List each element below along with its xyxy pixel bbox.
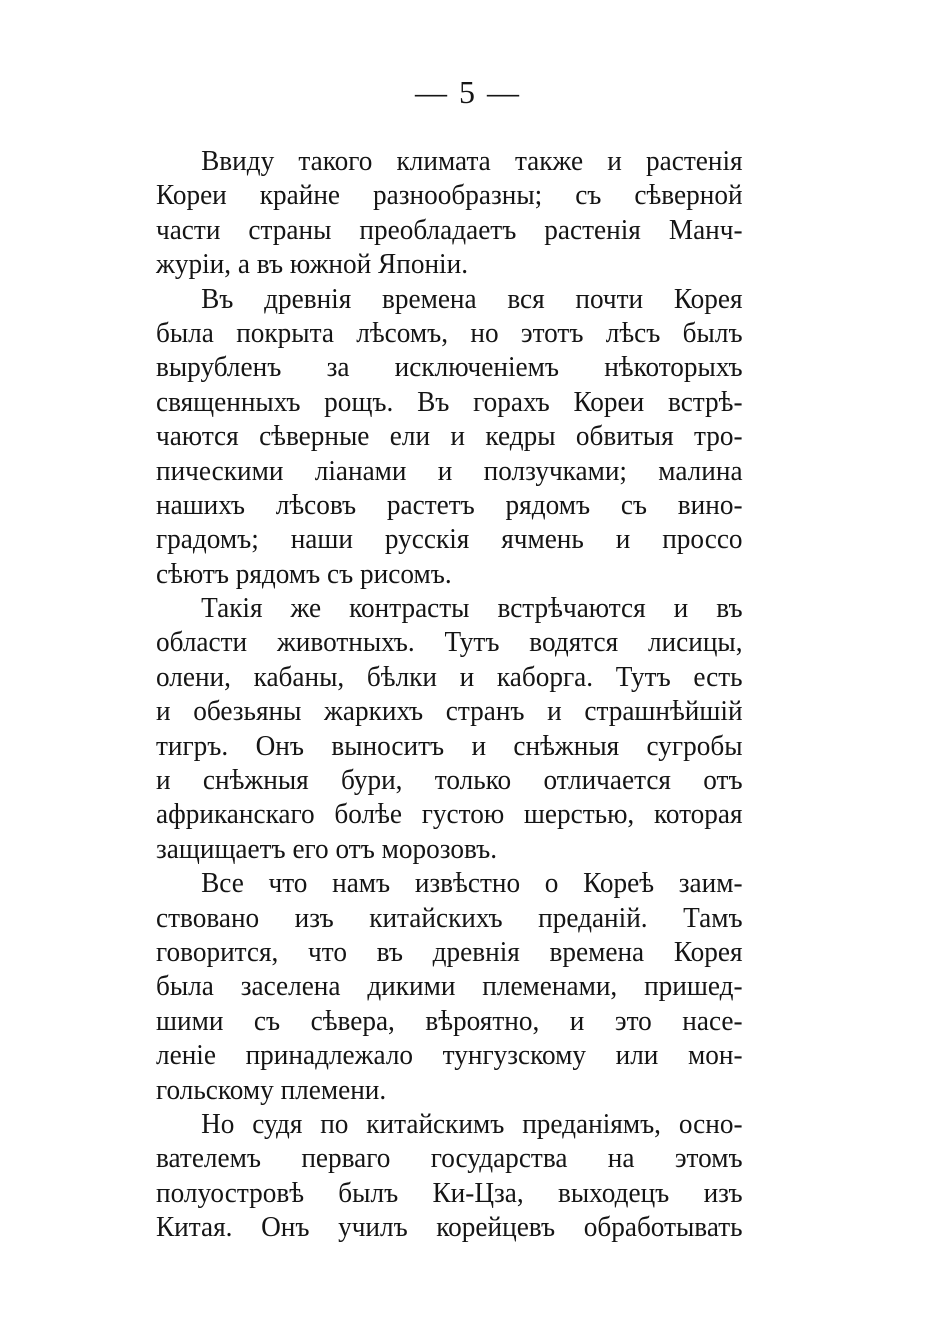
text-line: вырубленъ за исключеніемъ нѣкоторыхъ (156, 351, 743, 384)
text-line: и снѣжныя бури, только отличается отъ (156, 764, 743, 797)
text-line: Въ древнія времена вся почти Корея (201, 282, 743, 315)
text-line: сѣютъ рядомъ съ рисомъ. (156, 557, 452, 590)
text-line: журіи, а въ южной Японіи. (156, 248, 469, 281)
text-line: части страны преобладаетъ растенія Манч- (156, 213, 743, 246)
text-line: Все что намъ извѣстно о Кореѣ заим- (201, 867, 743, 900)
paragraph-forests (156, 282, 780, 592)
text-line: области животныхъ. Тутъ водятся лисицы, (156, 626, 743, 659)
text-line: говорится, что въ древнія времена Корея (156, 935, 743, 968)
text-line: гольскому племени. (156, 1073, 387, 1106)
text-line: Китая. Онъ училъ корейцевъ обработывать (156, 1211, 743, 1244)
text-line: священныхъ рощъ. Въ горахъ Кореи встрѣ- (156, 385, 743, 418)
text-line: градомъ; наши русскія ячмень и проссо (156, 523, 743, 556)
text-line: Но судя по китайскимъ преданіямъ, осно- (201, 1107, 743, 1140)
text-line: Такія же контрасты встрѣчаются и въ (201, 592, 743, 625)
text-line: пическими ліанами и ползучками; малина (156, 454, 743, 487)
page-number: — 5 — (415, 74, 521, 110)
paragraph-animals (156, 591, 780, 866)
text-line: олени, кабаны, бѣлки и каборга. Тутъ есть (156, 660, 743, 693)
text-line: африканскаго болѣе густою шерстью, которая (156, 798, 743, 831)
text-line: ствовано изъ китайскихъ преданій. Тамъ (156, 901, 743, 934)
text-line: защищаетъ его отъ морозовъ. (156, 832, 498, 865)
text-line: вателемъ перваго государства на этомъ (156, 1142, 743, 1175)
text-line: Кореи крайне разнообразны; съ сѣверной (156, 179, 743, 212)
text-line: шими съ сѣвера, вѣроятно, и это насе- (156, 1004, 743, 1037)
paragraph-ki-tsza (156, 1107, 780, 1245)
text-line: Ввиду такого климата также и растенія (201, 145, 743, 177)
text-line: была покрыта лѣсомъ, но этотъ лѣсъ былъ (156, 316, 743, 349)
text-line: полуостровѣ былъ Ки-Цза, выходецъ изъ (156, 1176, 743, 1209)
paragraph-climate-plants (156, 144, 780, 282)
text-line: тигръ. Онъ выноситъ и снѣжныя сугробы (156, 729, 743, 762)
text-line: была заселена дикими племенами, пришед- (156, 970, 743, 1003)
paragraph-chinese-legends (156, 866, 780, 1107)
text-line: нашихъ лѣсовъ растетъ рядомъ съ вино- (156, 488, 743, 521)
body-text (156, 144, 780, 1245)
text-line: и обезьяны жаркихъ странъ и страшнѣйшій (156, 695, 743, 728)
text-line: леніе принадлежало тунгузскому или мон- (156, 1039, 743, 1072)
text-line: чаются сѣверные ели и кедры обвитыя тро- (156, 420, 743, 453)
